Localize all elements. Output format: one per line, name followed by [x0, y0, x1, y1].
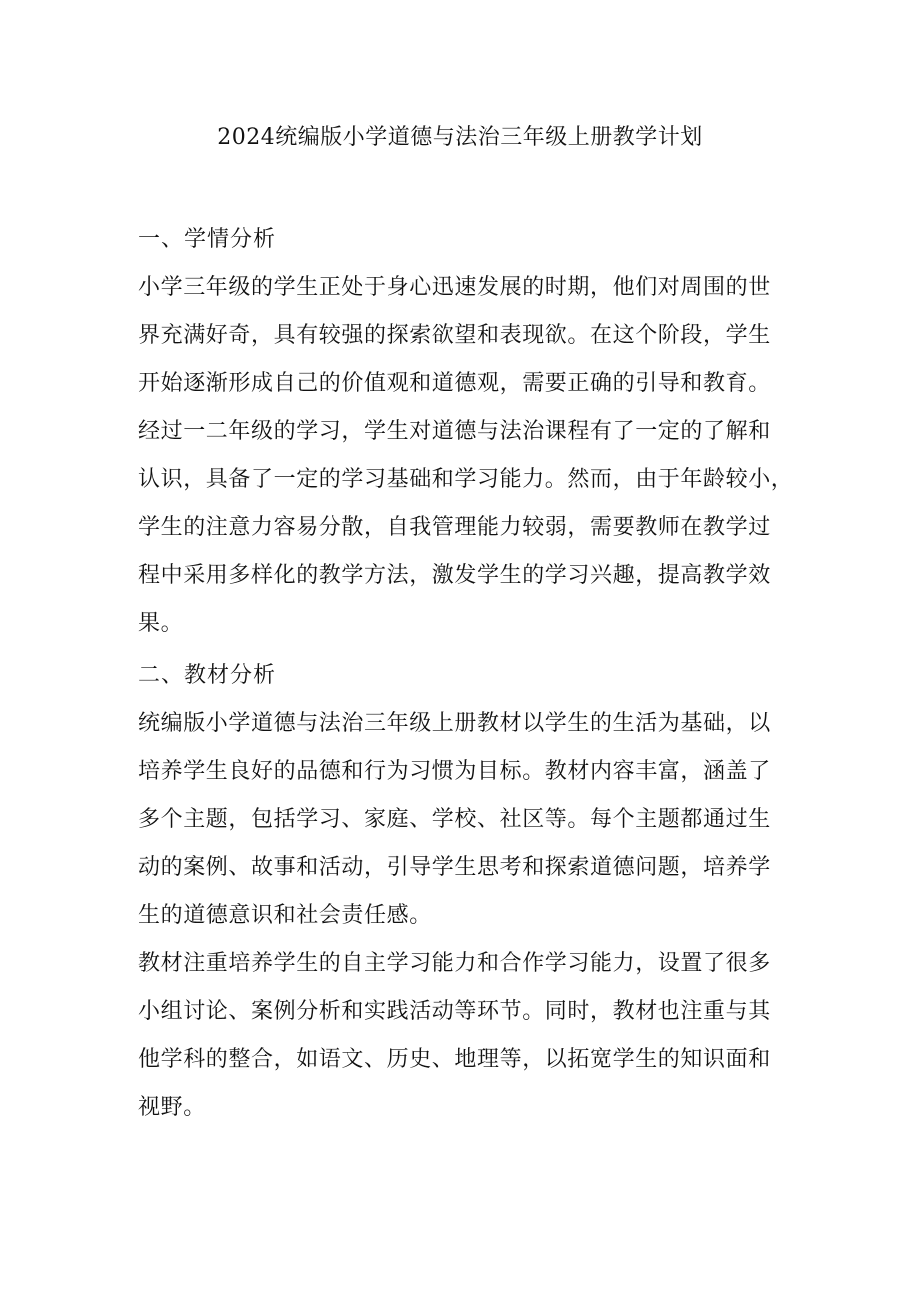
- text-line: 学生的注意力容易分散，自我管理能力较弱，需要教师在教学过: [138, 515, 771, 540]
- document-title: 2024统编版小学道德与法治三年级上册教学计划: [217, 125, 703, 150]
- section-heading-textbook-analysis: 二、教材分析: [138, 663, 277, 688]
- text-line: 果。: [138, 611, 184, 636]
- text-line: 开始逐渐形成自己的价值观和道德观，需要正确的引导和教育。: [138, 371, 771, 396]
- text-line: 动的案例、故事和活动，引导学生思考和探索道德问题，培养学: [138, 855, 771, 880]
- paragraph-textbook-content: [138, 700, 786, 940]
- section-heading-learning-analysis: 一、学情分析: [138, 227, 277, 252]
- text-line: 界充满好奇，具有较强的探索欲望和表现欲。在这个阶段，学生: [138, 323, 771, 348]
- text-line: 视野。: [138, 1095, 206, 1120]
- text-line: 小组讨论、案例分析和实践活动等环节。同时，教材也注重与其: [138, 999, 771, 1024]
- text-line: 程中采用多样化的教学方法，激发学生的学习兴趣，提高教学效: [138, 563, 771, 588]
- text-line: 统编版小学道德与法治三年级上册教材以学生的生活为基础，以: [138, 711, 771, 736]
- text-line: 经过一二年级的学习，学生对道德与法治课程有了一定的了解和: [138, 419, 771, 444]
- text-line: 小学三年级的学生正处于身心迅速发展的时期，他们对周围的世: [138, 275, 771, 300]
- text-line: 生的道德意识和社会责任感。: [138, 903, 432, 928]
- paragraph-learning-analysis: [138, 264, 794, 648]
- text-line: 教材注重培养学生的自主学习能力和合作学习能力，设置了很多: [138, 951, 771, 976]
- paragraph-textbook-features: [138, 940, 786, 1132]
- text-line: 认识，具备了一定的学习基础和学习能力。然而，由于年龄较小，: [138, 467, 794, 492]
- text-line: 培养学生良好的品德和行为习惯为目标。教材内容丰富，涵盖了: [138, 759, 771, 784]
- text-line: 他学科的整合，如语文、历史、地理等，以拓宽学生的知识面和: [138, 1047, 771, 1072]
- text-line: 多个主题，包括学习、家庭、学校、社区等。每个主题都通过生: [138, 807, 771, 832]
